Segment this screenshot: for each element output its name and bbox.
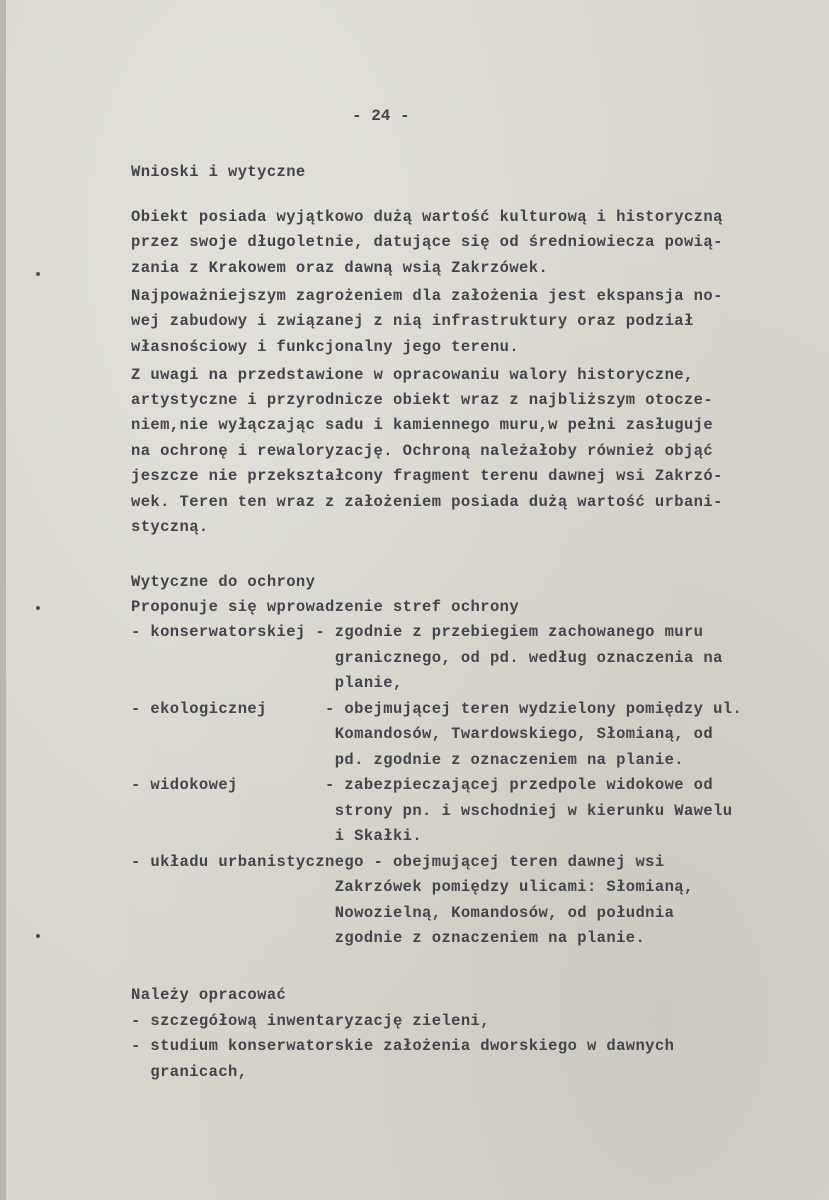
list-item-cont: strony pn. i wschodniej w kierunku Wawelu (131, 802, 733, 820)
paragraph-line: niem,nie wyłączając sadu i kamiennego muru,w pełni zasługuje (131, 416, 714, 434)
section-heading: Należy opracować (131, 986, 287, 1004)
list-item: - układu urbanistycznego - obejmującej teren dawnej wsi (131, 853, 665, 871)
list-item-cont: Komandosów, Twardowskiego, Słomianą, od (131, 725, 714, 743)
paragraph-line: własnościowy i funkcjonalny jego terenu. (131, 338, 520, 356)
list-item-cont: i Skałki. (131, 827, 423, 845)
section-line: Proponuje się wprowadzenie stref ochrony (131, 598, 520, 616)
list-item-cont: planie, (131, 674, 403, 692)
list-item-cont: granicznego, od pd. według oznaczenia na (131, 649, 723, 667)
paragraph-line: na ochronę i rewaloryzację. Ochroną należałoby również objąć (131, 442, 714, 460)
paragraph-line: artystyczne i przyrodnicze obiekt wraz z najbliższym otocze- (131, 391, 714, 409)
list-item: - konserwatorskiej - zgodnie z przebiegiem zachowanego muru (131, 623, 704, 641)
list-item-cont: zgodnie z oznaczeniem na planie. (131, 929, 646, 947)
list-item-cont: pd. zgodnie z oznaczeniem na planie. (131, 751, 684, 769)
list-item-cont: Nowozielną, Komandosów, od południa (131, 904, 675, 922)
paragraph-line: jeszcze nie przekształcony fragment terenu dawnej wsi Zakrzó- (131, 467, 723, 485)
list-item: - szczegółową inwentaryzację zieleni, (131, 1012, 490, 1030)
heading: Wnioski i wytyczne (131, 163, 306, 181)
punch-hole (36, 272, 40, 276)
paragraph-line: styczną. (131, 518, 209, 536)
punch-hole (36, 934, 40, 938)
list-item: - ekologicznej - obejmującej teren wydzielony pomiędzy ul. (131, 700, 743, 718)
paragraph-line: zania z Krakowem oraz dawną wsią Zakrzówek. (131, 259, 549, 277)
punch-hole (36, 606, 40, 610)
paragraph-line: Obiekt posiada wyjątkowo dużą wartość kulturową i historyczną (131, 208, 723, 226)
list-item: - studium konserwatorskie założenia dworskiego w dawnych (131, 1037, 675, 1055)
paper-edge (0, 0, 6, 1200)
list-item: - widokowej - zabezpieczającej przedpole widokowe od (131, 776, 714, 794)
list-item-cont: granicach, (131, 1063, 248, 1081)
paragraph-line: wek. Teren ten wraz z założeniem posiada dużą wartość urbani- (131, 493, 723, 511)
list-item-cont: Zakrzówek pomiędzy ulicami: Słomianą, (131, 878, 694, 896)
section-heading: Wytyczne do ochrony (131, 573, 316, 591)
paragraph-line: Najpoważniejszym zagrożeniem dla założenia jest ekspansja no- (131, 287, 723, 305)
paragraph-line: Z uwagi na przedstawione w opracowaniu walory historyczne, (131, 366, 694, 384)
paragraph-line: przez swoje długoletnie, datujące się od średniowiecza powią- (131, 233, 723, 251)
paragraph-line: wej zabudowy i związanej z nią infrastruktury oraz podział (131, 312, 694, 330)
page-number: - 24 - (352, 107, 410, 125)
